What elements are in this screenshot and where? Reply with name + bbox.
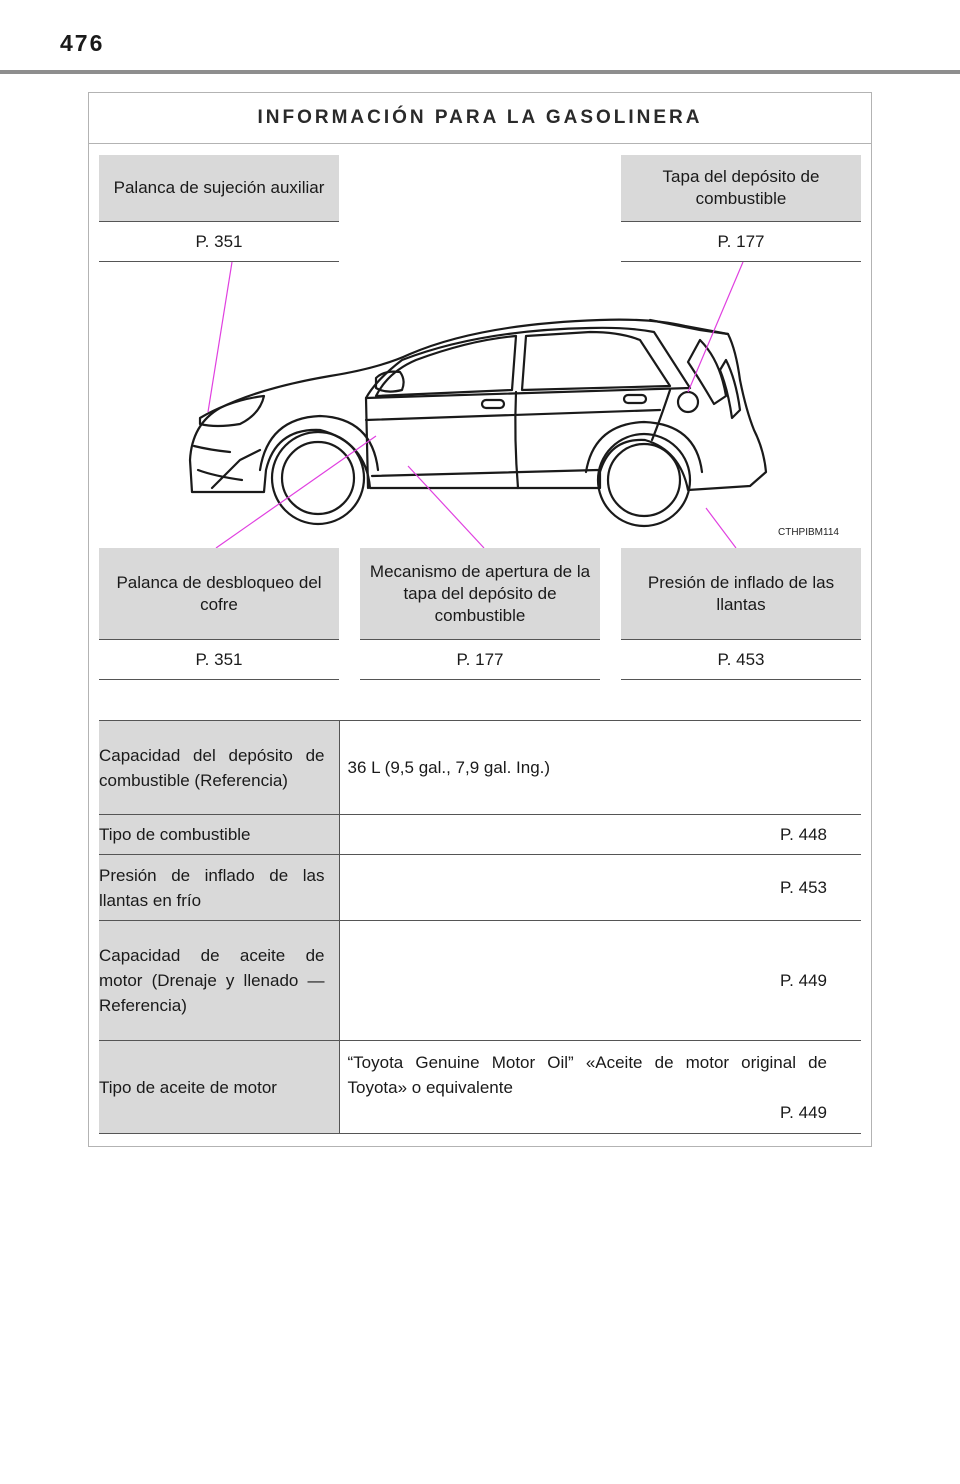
spec-key: Tipo de aceite de motor	[99, 1041, 339, 1134]
callout-page-ref: P. 351	[99, 640, 339, 680]
table-row	[99, 921, 861, 1041]
spec-value	[339, 855, 861, 921]
table-row	[99, 721, 861, 815]
spec-value-text: 36 L (9,5 gal., 7,9 gal. Ing.)	[347, 758, 551, 777]
spec-key: Presión de inflado de las llantas en frío	[99, 855, 339, 921]
callout-fuel-door	[621, 155, 861, 262]
spec-value	[339, 921, 861, 1041]
spec-key: Tipo de combustible	[99, 815, 339, 855]
callout-label: Palanca de sujeción auxiliar	[99, 155, 339, 222]
car-side-illustration	[180, 300, 780, 535]
table-row	[99, 855, 861, 921]
fuel-spec-table	[99, 720, 861, 1134]
callout-auxiliary-catch	[99, 155, 339, 262]
header-rule	[0, 70, 960, 74]
spec-key: Capacidad de aceite de motor (Drenaje y llenado — Referencia)	[99, 921, 339, 1041]
page-number: 476	[60, 30, 105, 56]
spec-value	[339, 721, 861, 815]
callout-page-ref: P. 453	[621, 640, 861, 680]
spec-page-ref: P. 449	[780, 1102, 827, 1122]
callout-page-ref: P. 351	[99, 222, 339, 262]
table-row	[99, 1041, 861, 1134]
table-row	[99, 815, 861, 855]
callout-label: Tapa del depósito de combustible	[621, 155, 861, 222]
spec-value	[339, 1041, 861, 1134]
spec-value-text: “Toyota Genuine Motor Oil” «Aceite de motor original de Toyota» o equivalente	[347, 1052, 827, 1097]
spec-value	[339, 815, 861, 855]
callout-tire-pressure	[621, 548, 861, 680]
spec-page-ref: P. 453	[780, 878, 827, 897]
callout-label: Mecanismo de apertura de la tapa del depósito de combustible	[360, 548, 600, 640]
callout-fuel-door-opener	[360, 548, 600, 680]
spec-page-ref: P. 449	[780, 971, 827, 990]
callout-page-ref: P. 177	[360, 640, 600, 680]
spec-key: Capacidad del depósito de combustible (Referencia)	[99, 721, 339, 815]
figure-code: CTHPIBM114	[778, 527, 839, 538]
callout-label: Palanca de desbloqueo del cofre	[99, 548, 339, 640]
callout-hood-release	[99, 548, 339, 680]
callout-label: Presión de inflado de las llantas	[621, 548, 861, 640]
spec-page-ref: P. 448	[780, 825, 827, 844]
section-title: INFORMACIÓN PARA LA GASOLINERA	[88, 92, 872, 144]
callout-page-ref: P. 177	[621, 222, 861, 262]
